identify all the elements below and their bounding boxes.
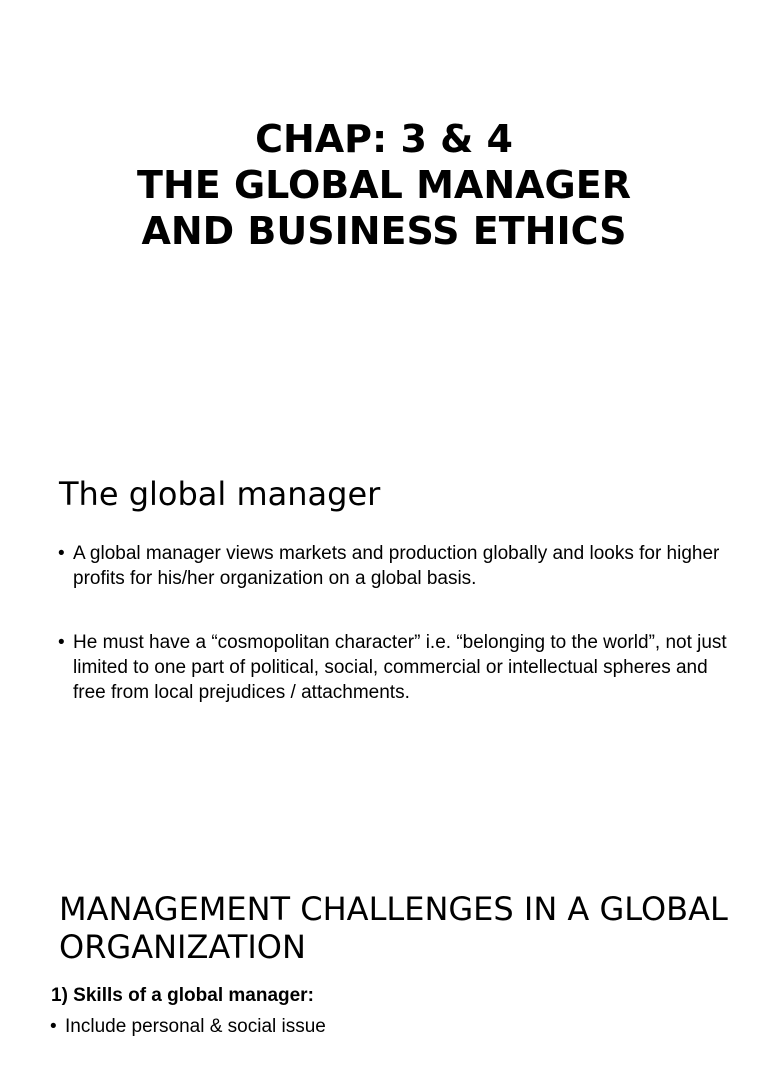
bullet-text: Include personal & social issue <box>65 1016 326 1037</box>
slide-global-manager <box>0 424 768 856</box>
list-item <box>50 1014 720 1039</box>
bullet-list <box>50 1014 720 1078</box>
bullet-text: A global manager views markets and production globally and looks for higher profits for his/her organization on a global basis. <box>73 543 720 589</box>
bullet-text: He must have a “cosmopolitan character” i.e. “belonging to the world”, not just limited to one part of political, social, commercial or intellectual spheres and free from local prejudices / attachments. <box>73 632 727 703</box>
title-line-chapter: CHAP: 3 & 4 <box>255 117 513 161</box>
title-line-topic-2: AND BUSINESS ETHICS <box>141 209 627 253</box>
bullet-icon: • <box>58 543 65 564</box>
bullet-list <box>58 541 728 744</box>
list-item <box>58 630 728 705</box>
list-item <box>58 541 728 591</box>
slide-heading: MANAGEMENT CHALLENGES IN A GLOBAL ORGANIZATION <box>59 890 728 966</box>
slide-subheading: 1) Skills of a global manager: <box>51 985 314 1006</box>
slide-management-challenges <box>0 856 768 1037</box>
slide-title-heading <box>0 116 768 254</box>
slide-heading: The global manager <box>59 475 381 513</box>
slide-title <box>0 0 768 424</box>
bullet-icon: • <box>58 632 65 653</box>
bullet-icon: • <box>50 1016 57 1037</box>
title-line-topic-1: THE GLOBAL MANAGER <box>137 163 631 207</box>
